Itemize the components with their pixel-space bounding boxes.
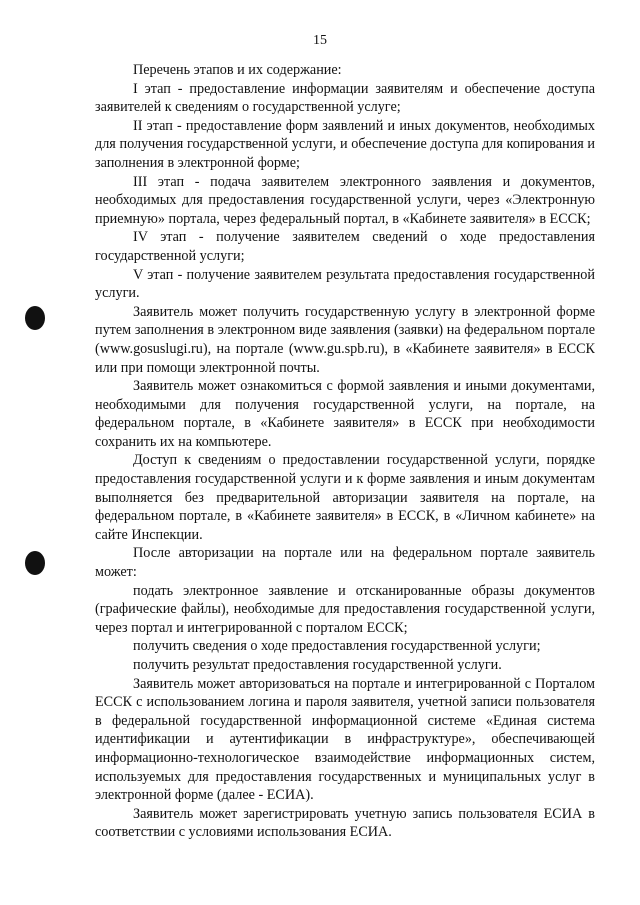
stage-4: IV этап - получение заявителем сведений о ходе предоставления государственной услуги; bbox=[95, 229, 595, 264]
paragraph-forms-access: Заявитель может ознакомиться с формой заявления и иными документами, необходимыми для получения государственной услуги, на портале, на федеральном портале, в «Кабинете заявителя» в ЕССК при необходимости сохранить их на компьютере. bbox=[95, 378, 595, 450]
binder-hole-top bbox=[25, 306, 45, 330]
paragraph-esia-register: Заявитель может зарегистрировать учетную запись пользователя ЕСИА в соответствии с условиями использования ЕСИА. bbox=[95, 805, 595, 841]
paragraph-esia-auth: Заявитель может авторизоваться на портале и интегрированной с Порталом ЕССК с использованием логина и пароля заявителя, учетной записи пользователя в федеральной государственной информационной системе «Единая система идентификации и аутентификации в инфраструктуре», обеспечивающей информационно-технологическое взаимодействие информационных систем, используемых для предоставления государственных и муниципальных услуг в электронной форме (далее - ЕСИА). bbox=[95, 675, 595, 804]
list-item-status: получить сведения о ходе предоставления государственной услуги; bbox=[133, 638, 541, 655]
binder-hole-bottom bbox=[25, 551, 45, 575]
paragraph-after-auth: После авторизации на портале или на федеральном портале заявитель может: bbox=[95, 545, 595, 581]
stage-3: III этап - подача заявителем электронного заявления и документов, необходимых для предоставления государственной услуги, через «Электронную приемную» портала, через федеральный портал, в «Кабинете заявителя» в ЕССК; bbox=[95, 173, 595, 227]
document-body bbox=[95, 61, 595, 842]
stage-2: II этап - предоставление форм заявлений и иных документов, необходимых для получения государственной услуги, и обеспечение доступа для копирования и заполнения в электронной форме; bbox=[95, 117, 595, 171]
stage-1: I этап - предоставление информации заявителям и обеспечение доступа заявителей к сведениям о государственной услуге; bbox=[95, 80, 595, 116]
stage-5: V этап - получение заявителем результата предоставления государственной услуги. bbox=[95, 266, 595, 302]
stages-heading: Перечень этапов и их содержание: bbox=[133, 62, 342, 78]
paragraph-electronic-form: Заявитель может получить государственную услугу в электронной форме путем заполнения в электронном виде заявления (заявки) на федеральном портале (www.gosuslugi.ru), на портале (www.gu.spb.ru), в «Кабинете заявителя» в ЕССК или при помощи электронной почты. bbox=[95, 303, 595, 376]
paragraph-info-access: Доступ к сведениям о предоставлении государственной услуги, порядке предоставления государственной услуги и к форме заявления и иным документам выполняется без предварительной авторизации заявителя на портале, на федеральном портале, в «Кабинете заявителя» в ЕССК, в «Личном кабинете» на сайте Инспекции. bbox=[95, 452, 595, 543]
list-item-submit: подать электронное заявление и отсканированные образы документов (графические файлы), необходимые для предоставления государственной услуги, через портал и интегрированной с порталом ЕССК; bbox=[95, 582, 595, 636]
page-number: 15 bbox=[313, 33, 327, 48]
list-item-result: получить результат предоставления государственной услуги. bbox=[133, 657, 502, 673]
